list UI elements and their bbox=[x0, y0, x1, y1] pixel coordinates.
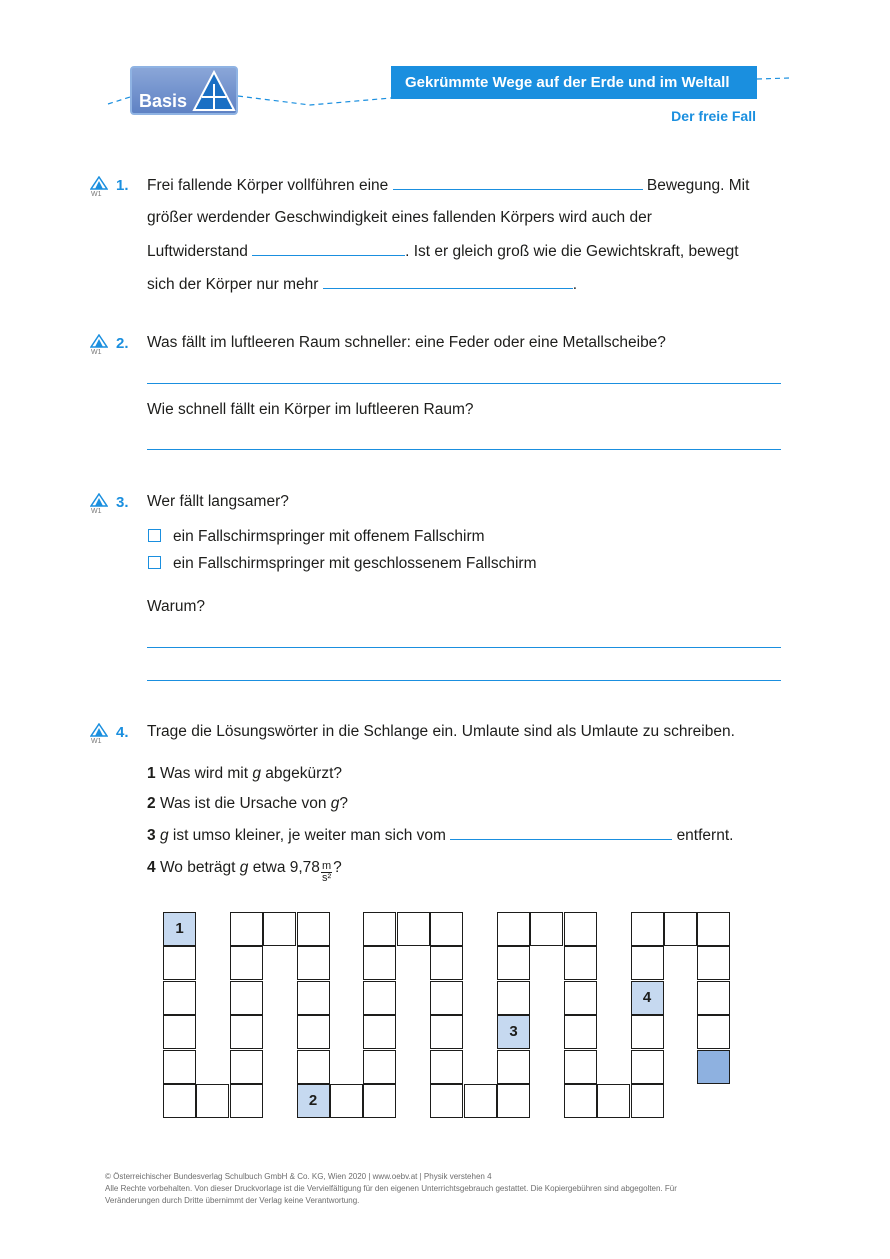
competence-icon: W1 bbox=[90, 176, 108, 198]
grid-cell[interactable] bbox=[297, 912, 330, 946]
question-number: 1. bbox=[116, 177, 129, 194]
grid-cell[interactable] bbox=[363, 1050, 396, 1084]
q3-question: Wer fällt langsamer? bbox=[147, 493, 289, 510]
grid-cell[interactable] bbox=[430, 1084, 463, 1118]
q4-item-3: 3 g ist umso kleiner, je weiter man sich vom entfernt. bbox=[147, 827, 734, 844]
answer-line[interactable] bbox=[147, 383, 781, 384]
grid-cell[interactable] bbox=[664, 912, 697, 946]
grid-cell[interactable] bbox=[631, 1050, 664, 1084]
grid-cell[interactable] bbox=[297, 1050, 330, 1084]
grid-cell[interactable] bbox=[196, 1084, 229, 1118]
grid-cell-number: 4 bbox=[642, 988, 652, 1006]
level-badge bbox=[130, 66, 238, 115]
grid-cell[interactable] bbox=[363, 981, 396, 1015]
grid-cell[interactable] bbox=[497, 1084, 530, 1118]
grid-cell-number: 3 bbox=[509, 1023, 518, 1041]
q3-option-closed[interactable]: ein Fallschirmspringer mit geschlossenem Fallschirm bbox=[148, 554, 537, 574]
grid-cell-number: 2 bbox=[308, 1092, 318, 1109]
grid-cell[interactable] bbox=[631, 912, 664, 946]
competence-icon: W1 bbox=[90, 493, 108, 515]
q4-item-4: 4 Wo beträgt g etwa 9,78 $\frac{m}{\text{s²}}$ ? bbox=[147, 859, 342, 884]
unit-fraction: $\frac{m}{\text{s²}}$ bbox=[321, 860, 332, 884]
grid-cell[interactable] bbox=[230, 912, 263, 946]
grid-cell[interactable] bbox=[363, 912, 396, 946]
grid-cell[interactable] bbox=[230, 1084, 263, 1118]
blank-field[interactable] bbox=[450, 825, 672, 840]
grid-cell[interactable] bbox=[430, 946, 463, 980]
chapter-title: Gekrümmte Wege auf der Erde und im Weltall bbox=[391, 66, 757, 99]
grid-cell[interactable] bbox=[564, 1015, 597, 1049]
grid-cell[interactable] bbox=[163, 946, 196, 980]
grid-cell[interactable] bbox=[163, 1084, 196, 1118]
question-number: 2. bbox=[116, 335, 129, 352]
grid-cell[interactable] bbox=[430, 981, 463, 1015]
q1-line-1: Frei fallende Körper vollführen eine Bewegung. Mit bbox=[147, 177, 750, 194]
q1-line-3: Luftwiderstand . Ist er gleich groß wie die Gewichtskraft, bewegt bbox=[147, 243, 739, 260]
q4-item-1: 1 Was wird mit g abgekürzt? bbox=[147, 765, 342, 782]
grid-cell[interactable] bbox=[564, 981, 597, 1015]
grid-cell[interactable] bbox=[230, 1050, 263, 1084]
grid-cell[interactable] bbox=[697, 981, 730, 1015]
grid-cell[interactable] bbox=[363, 1084, 396, 1118]
footer-rights: Alle Rechte vorbehalten. Von dieser Druckvorlage ist die Vervielfältigung für den eigenen Unterrichtsgebrauch gestattet. Die Kopiergebühren sind abgegolten. Für bbox=[105, 1184, 677, 1193]
q2-question-2: Wie schnell fällt ein Körper im luftleeren Raum? bbox=[147, 401, 474, 418]
grid-cell[interactable] bbox=[230, 981, 263, 1015]
grid-cell[interactable] bbox=[330, 1084, 363, 1118]
grid-cell[interactable] bbox=[263, 912, 296, 946]
q1-line-4: sich der Körper nur mehr . bbox=[147, 276, 578, 293]
grid-cell[interactable] bbox=[564, 912, 597, 946]
grid-cell[interactable] bbox=[363, 946, 396, 980]
answer-line[interactable] bbox=[147, 680, 781, 681]
answer-line[interactable] bbox=[147, 647, 781, 648]
footer-copyright: © Österreichischer Bundesverlag Schulbuch GmbH & Co. KG, Wien 2020 | www.oebv.at | Physik verstehen 4 bbox=[105, 1172, 492, 1181]
grid-cell-number: 1 bbox=[175, 920, 184, 937]
grid-cell[interactable] bbox=[697, 946, 730, 980]
answer-line[interactable] bbox=[147, 449, 781, 450]
grid-cell[interactable] bbox=[230, 1015, 263, 1049]
grid-cell[interactable] bbox=[397, 912, 430, 946]
grid-cell[interactable] bbox=[497, 1050, 530, 1084]
grid-cell[interactable] bbox=[631, 1015, 664, 1049]
grid-cell[interactable] bbox=[497, 946, 530, 980]
q1-line-2: größer werdender Geschwindigkeit eines fallenden Körpers wird auch der bbox=[147, 209, 652, 226]
grid-cell[interactable] bbox=[464, 1084, 497, 1118]
q3-option-open[interactable]: ein Fallschirmspringer mit offenem Fallschirm bbox=[148, 527, 485, 547]
grid-cell[interactable] bbox=[430, 1015, 463, 1049]
grid-cell[interactable] bbox=[697, 1015, 730, 1049]
grid-cell[interactable] bbox=[230, 946, 263, 980]
blank-field[interactable] bbox=[323, 274, 573, 289]
blank-field[interactable] bbox=[393, 175, 643, 190]
q4-item-2: 2 Was ist die Ursache von g? bbox=[147, 795, 349, 812]
grid-cell[interactable] bbox=[497, 912, 530, 946]
grid-cell[interactable] bbox=[564, 946, 597, 980]
competence-icon: W1 bbox=[90, 334, 108, 356]
grid-cell[interactable] bbox=[297, 1015, 330, 1049]
footer-disclaimer: Veränderungen durch Dritte übernimmt der Verlag keine Verantwortung. bbox=[105, 1196, 360, 1205]
q2-question-1: Was fällt im luftleeren Raum schneller: eine Feder oder eine Metallscheibe? bbox=[147, 334, 666, 351]
grid-cell[interactable] bbox=[497, 981, 530, 1015]
q4-instruction: Trage die Lösungswörter in die Schlange ein. Umlaute sind als Umlaute zu schreiben. bbox=[147, 723, 735, 740]
badge-label: Basis bbox=[139, 91, 188, 111]
grid-cell[interactable] bbox=[530, 912, 563, 946]
grid-cell[interactable] bbox=[163, 981, 196, 1015]
grid-cell[interactable] bbox=[564, 1084, 597, 1118]
level-triangle-icon bbox=[192, 70, 236, 112]
grid-cell[interactable] bbox=[430, 1050, 463, 1084]
grid-cell[interactable] bbox=[631, 1084, 664, 1118]
grid-cell[interactable] bbox=[564, 1050, 597, 1084]
grid-cell[interactable] bbox=[697, 912, 730, 946]
blank-field[interactable] bbox=[252, 241, 405, 256]
checkbox[interactable] bbox=[148, 556, 161, 569]
competence-icon: W1 bbox=[90, 723, 108, 745]
grid-cell[interactable] bbox=[597, 1084, 630, 1118]
grid-cell[interactable] bbox=[697, 1050, 730, 1084]
grid-cell[interactable] bbox=[363, 1015, 396, 1049]
grid-cell[interactable] bbox=[163, 1050, 196, 1084]
grid-cell[interactable] bbox=[297, 981, 330, 1015]
grid-cell[interactable] bbox=[297, 946, 330, 980]
checkbox[interactable] bbox=[148, 529, 161, 542]
question-number: 3. bbox=[116, 494, 129, 511]
question-number: 4. bbox=[116, 724, 129, 741]
section-subtitle: Der freie Fall bbox=[671, 108, 756, 124]
q3-why: Warum? bbox=[147, 598, 205, 615]
grid-cell[interactable] bbox=[430, 912, 463, 946]
grid-cell[interactable] bbox=[631, 946, 664, 980]
grid-cell[interactable] bbox=[163, 1015, 196, 1049]
